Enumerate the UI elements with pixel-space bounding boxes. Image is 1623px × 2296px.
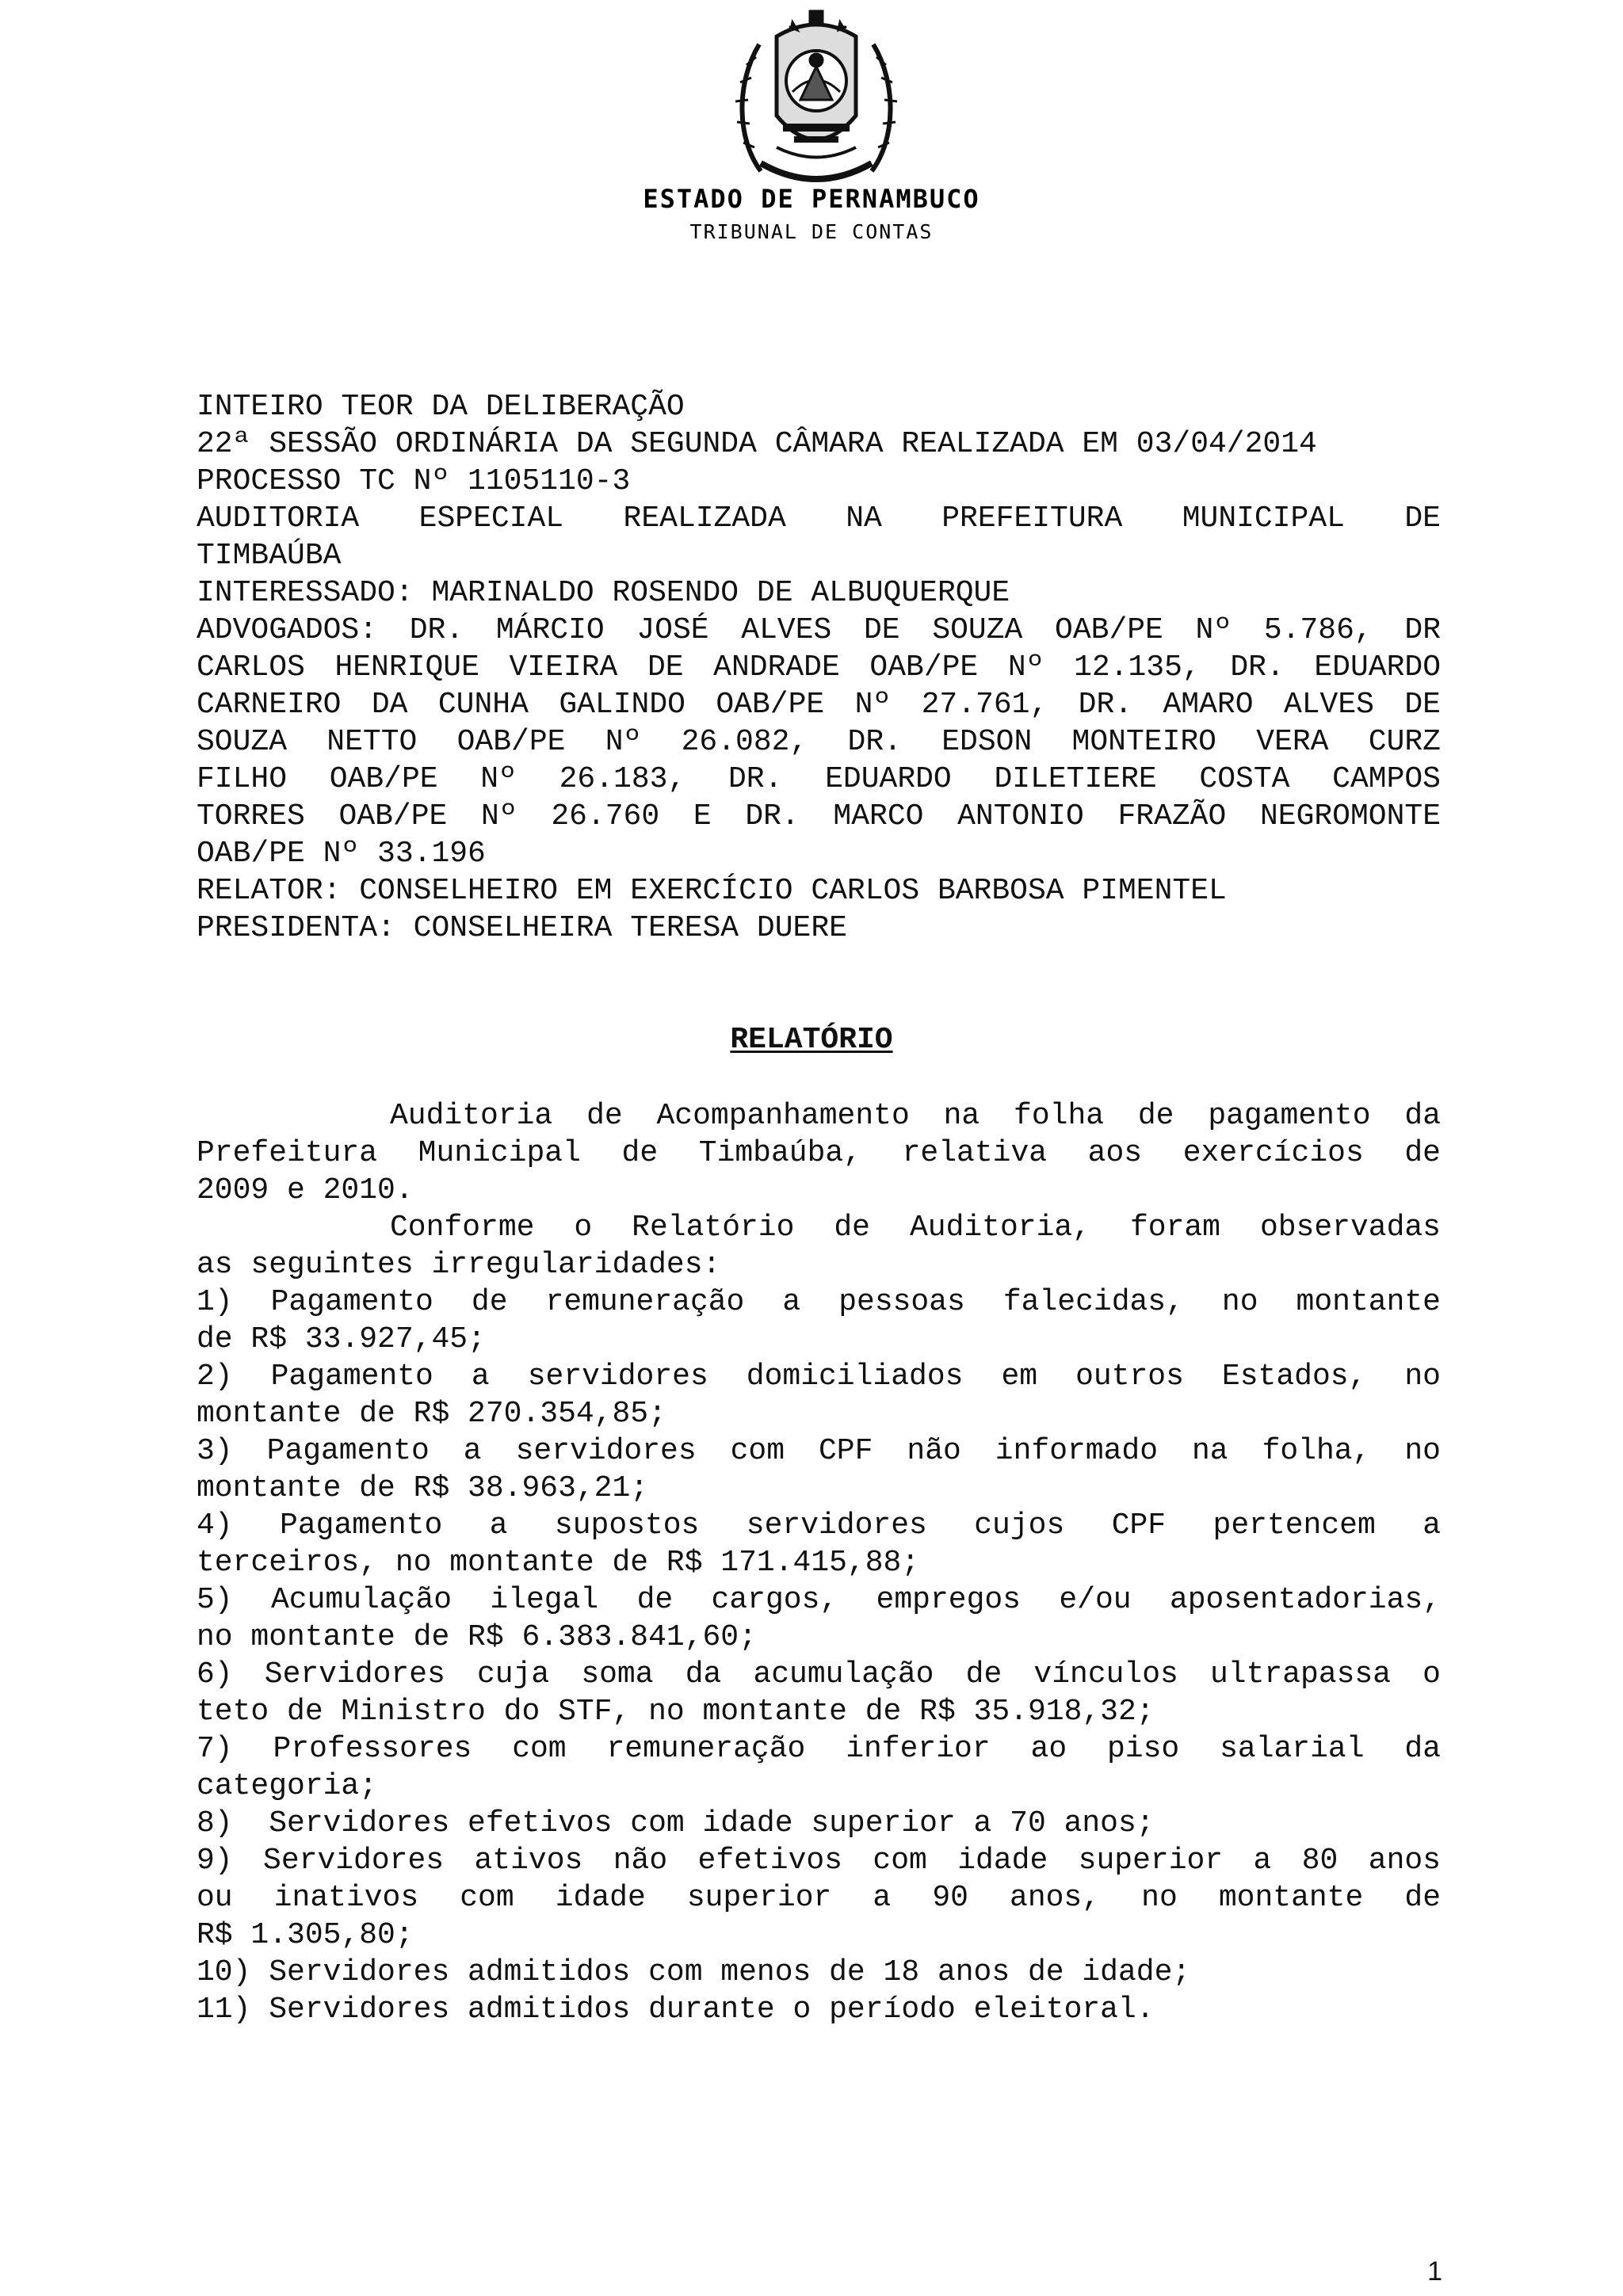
heading-line: PRESIDENTA: CONSELHEIRA TERESA DUERE (197, 911, 847, 945)
irregularity-item: 9) Servidores ativos não efetivos com idade superior a 80 anos (197, 1844, 1441, 1878)
heading-line: INTEIRO TEOR DA DELIBERAÇÃO (197, 390, 685, 424)
irregularity-item: 10) Servidores admitidos com menos de 18 anos de idade; (197, 1955, 1191, 1989)
irregularity-item: terceiros, no montante de R$ 171.415,88; (197, 1546, 920, 1580)
report-line: Conforme o Relatório de Auditoria, foram observadas (390, 1211, 1441, 1245)
report-line: as seguintes irregularidades: (197, 1248, 721, 1282)
heading-line: CARNEIRO DA CUNHA GALINDO OAB/PE Nº 27.761, DR. AMARO ALVES DE (197, 688, 1441, 722)
deliberation-header-block (197, 388, 1441, 947)
irregularity-item: 6) Servidores cuja soma da acumulação de vínculos ultrapassa o (197, 1657, 1441, 1691)
heading-line: RELATOR: CONSELHEIRO EM EXERCÍCIO CARLOS BARBOSA PIMENTEL (197, 874, 1227, 908)
report-title: RELATÓRIO (730, 1023, 893, 1057)
irregularity-item: ou inativos com idade superior a 90 anos, no montante de (197, 1881, 1441, 1915)
heading-line: TORRES OAB/PE Nº 26.760 E DR. MARCO ANTONIO FRAZÃO NEGROMONTE (197, 799, 1441, 833)
irregularity-item: no montante de R$ 6.383.841,60; (197, 1620, 757, 1654)
irregularity-item: montante de R$ 270.354,85; (197, 1397, 666, 1431)
irregularity-item: 7) Professores com remuneração inferior ao piso salarial da (197, 1732, 1441, 1766)
report-line: Auditoria de Acompanhamento na folha de pagamento da (390, 1099, 1441, 1133)
heading-line: 22ª SESSÃO ORDINÁRIA DA SEGUNDA CÂMARA REALIZADA EM 03/04/2014 (197, 427, 1317, 461)
irregularity-item: categoria; (197, 1769, 378, 1803)
state-title: ESTADO DE PERNAMBUCO (643, 184, 980, 214)
state-coat-of-arms-icon (729, 5, 903, 185)
irregularity-item: R$ 1.305,80; (197, 1918, 414, 1952)
court-title: TRIBUNAL DE CONTAS (689, 220, 934, 243)
heading-line: CARLOS HENRIQUE VIEIRA DE ANDRADE OAB/PE Nº 12.135, DR. EDUARDO (197, 650, 1441, 685)
heading-line: FILHO OAB/PE Nº 26.183, DR. EDUARDO DILETIERE COSTA CAMPOS (197, 762, 1441, 796)
report-line: 2009 e 2010. (197, 1173, 414, 1207)
irregularity-item: 8) Servidores efetivos com idade superior a 70 anos; (197, 1806, 1155, 1840)
irregularity-item: 3) Pagamento a servidores com CPF não informado na folha, no (197, 1434, 1441, 1468)
heading-line: SOUZA NETTO OAB/PE Nº 26.082, DR. EDSON MONTEIRO VERA CURZ (197, 725, 1441, 759)
heading-line: ADVOGADOS: DR. MÁRCIO JOSÉ ALVES DE SOUZA OAB/PE Nº 5.786, DR (197, 613, 1441, 647)
page-number: 1 (1427, 2256, 1442, 2286)
irregularity-item: 4) Pagamento a supostos servidores cujos CPF pertencem a (197, 1508, 1441, 1543)
report-line: Prefeitura Municipal de Timbaúba, relativa aos exercícios de (197, 1136, 1441, 1170)
heading-line: INTERESSADO: MARINALDO ROSENDO DE ALBUQUERQUE (197, 576, 1010, 610)
irregularity-item: teto de Ministro do STF, no montante de R$ 35.918,32; (197, 1695, 1155, 1729)
irregularity-item: montante de R$ 38.963,21; (197, 1471, 649, 1505)
irregularity-item: 5) Acumulação ilegal de cargos, empregos e/ou aposentadorias, (197, 1583, 1441, 1617)
irregularity-item: de R$ 33.927,45; (197, 1322, 486, 1356)
irregularity-item: 2) Pagamento a servidores domiciliados em outros Estados, no (197, 1360, 1441, 1394)
irregularity-item: 11) Servidores admitidos durante o período eleitoral. (197, 1993, 1155, 2027)
heading-line: TIMBAÚBA (197, 539, 342, 573)
heading-line: AUDITORIA ESPECIAL REALIZADA NA PREFEITURA MUNICIPAL DE (197, 502, 1441, 536)
heading-line: PROCESSO TC Nº 1105110-3 (197, 464, 631, 498)
irregularity-item: 1) Pagamento de remuneração a pessoas falecidas, no montante (197, 1285, 1441, 1319)
report-body (197, 1097, 1441, 2028)
heading-line: OAB/PE Nº 33.196 (197, 837, 486, 871)
